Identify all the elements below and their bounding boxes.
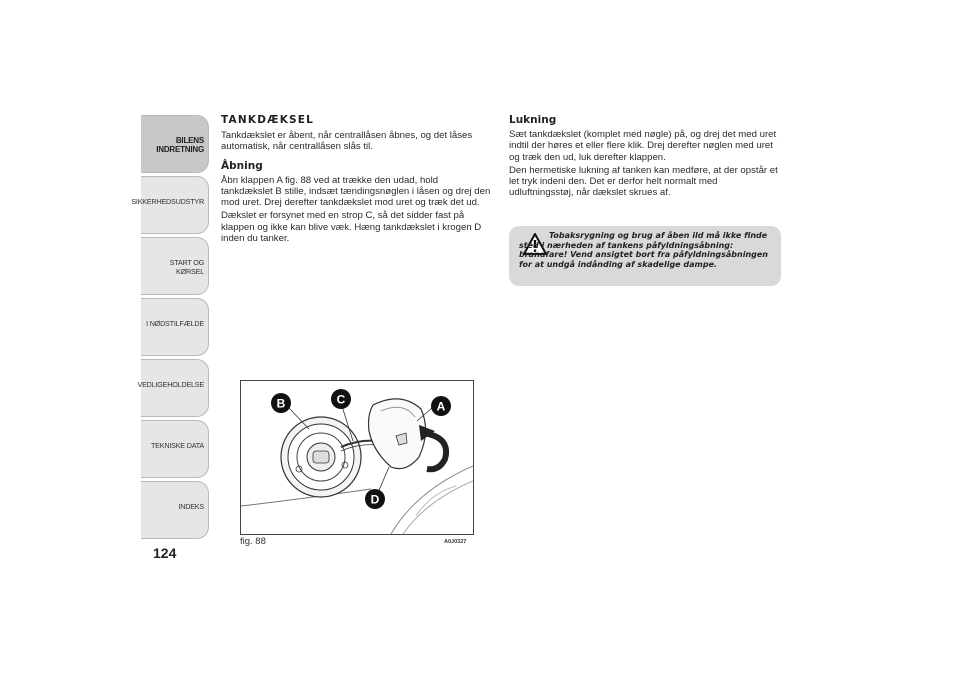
tab-label: VEDLIGEHOLDELSE [137,380,204,389]
tab-sikkerhedsudstyr[interactable] [131,176,209,234]
tab-indeks[interactable] [141,481,209,539]
tab-label: SIKKERHEDSUDSTYR [131,197,204,206]
intro-paragraph: Tankdækslet er åbent, når centrallåsen åbnes, og det låses automatisk, når centrallåsen slås til. [221,130,473,153]
label-b: B [276,396,286,411]
tab-i-nodstilfaelde[interactable] [141,298,209,356]
closing-paragraph-1: Sæt tankdækslet (komplet med nøgle) på, og drej det med uret indtil der høres et eller flere klik. Drej derefter nøglen med uret og træk den ud, luk derefter klappen. [509,129,777,163]
left-column [221,115,491,246]
tab-label: TEKNISKE DATA [150,441,204,450]
opening-paragraph-1: Åbn klappen A fig. 88 ved at trække den udad, hold tankdækslet B stille, indsæt tændingsnøglen i låsen og drej den mod uret. Drej derefter tankdækslet mod uret og træk det ud. [221,174,491,209]
fuel-cap-illustration [241,381,473,534]
tab-bilens-indretning[interactable] [141,115,209,173]
page-number: 124 [153,545,177,561]
tab-start-og-korsel[interactable] [141,237,209,295]
opening-paragraph-2: Dækslet er forsynet med en strop C, så det sidder fast på klappen og ikke kan blive væk. Hæng tankdækslet i krogen D inden du tanker. [221,210,482,244]
fuel-cap-figure [240,380,474,535]
tab-vedligeholdelse[interactable] [137,359,209,417]
tab-label: BILENS INDRETNING [156,136,204,154]
label-c: C [336,392,346,407]
label-a: A [436,399,446,414]
tab-label: INDEKS [178,502,204,511]
tab-label: START OG KØRSEL [169,258,204,276]
opening-heading: Åbning [221,159,263,172]
tab-label: I NØDSTILFÆLDE [146,319,204,328]
warning-text: Tobaksrygning og brug af åben ild må ikke finde sted i nærheden af tankens påfyldningsåbning: brandfare! Vend ansigtet bort fra påfyldningsåbningen for at undgå indånding af skadelige dampe. [519,231,769,269]
section-title: TANKDÆKSEL [221,114,315,126]
closing-heading: Lukning [509,114,557,126]
label-d: D [370,492,380,507]
closing-paragraph-2: Den hermetiske lukning af tanken kan medføre, at der opstår et let tryk indeni den. Det er derfor helt normalt med udluftningsstøj, når dækslet skrues af. [509,164,778,199]
tab-tekniske-data[interactable] [141,420,209,478]
warning-box [509,226,781,286]
figure-code: A0J0327 [444,539,467,545]
figure-caption: fig. 88 [240,536,266,547]
right-column [509,115,781,200]
